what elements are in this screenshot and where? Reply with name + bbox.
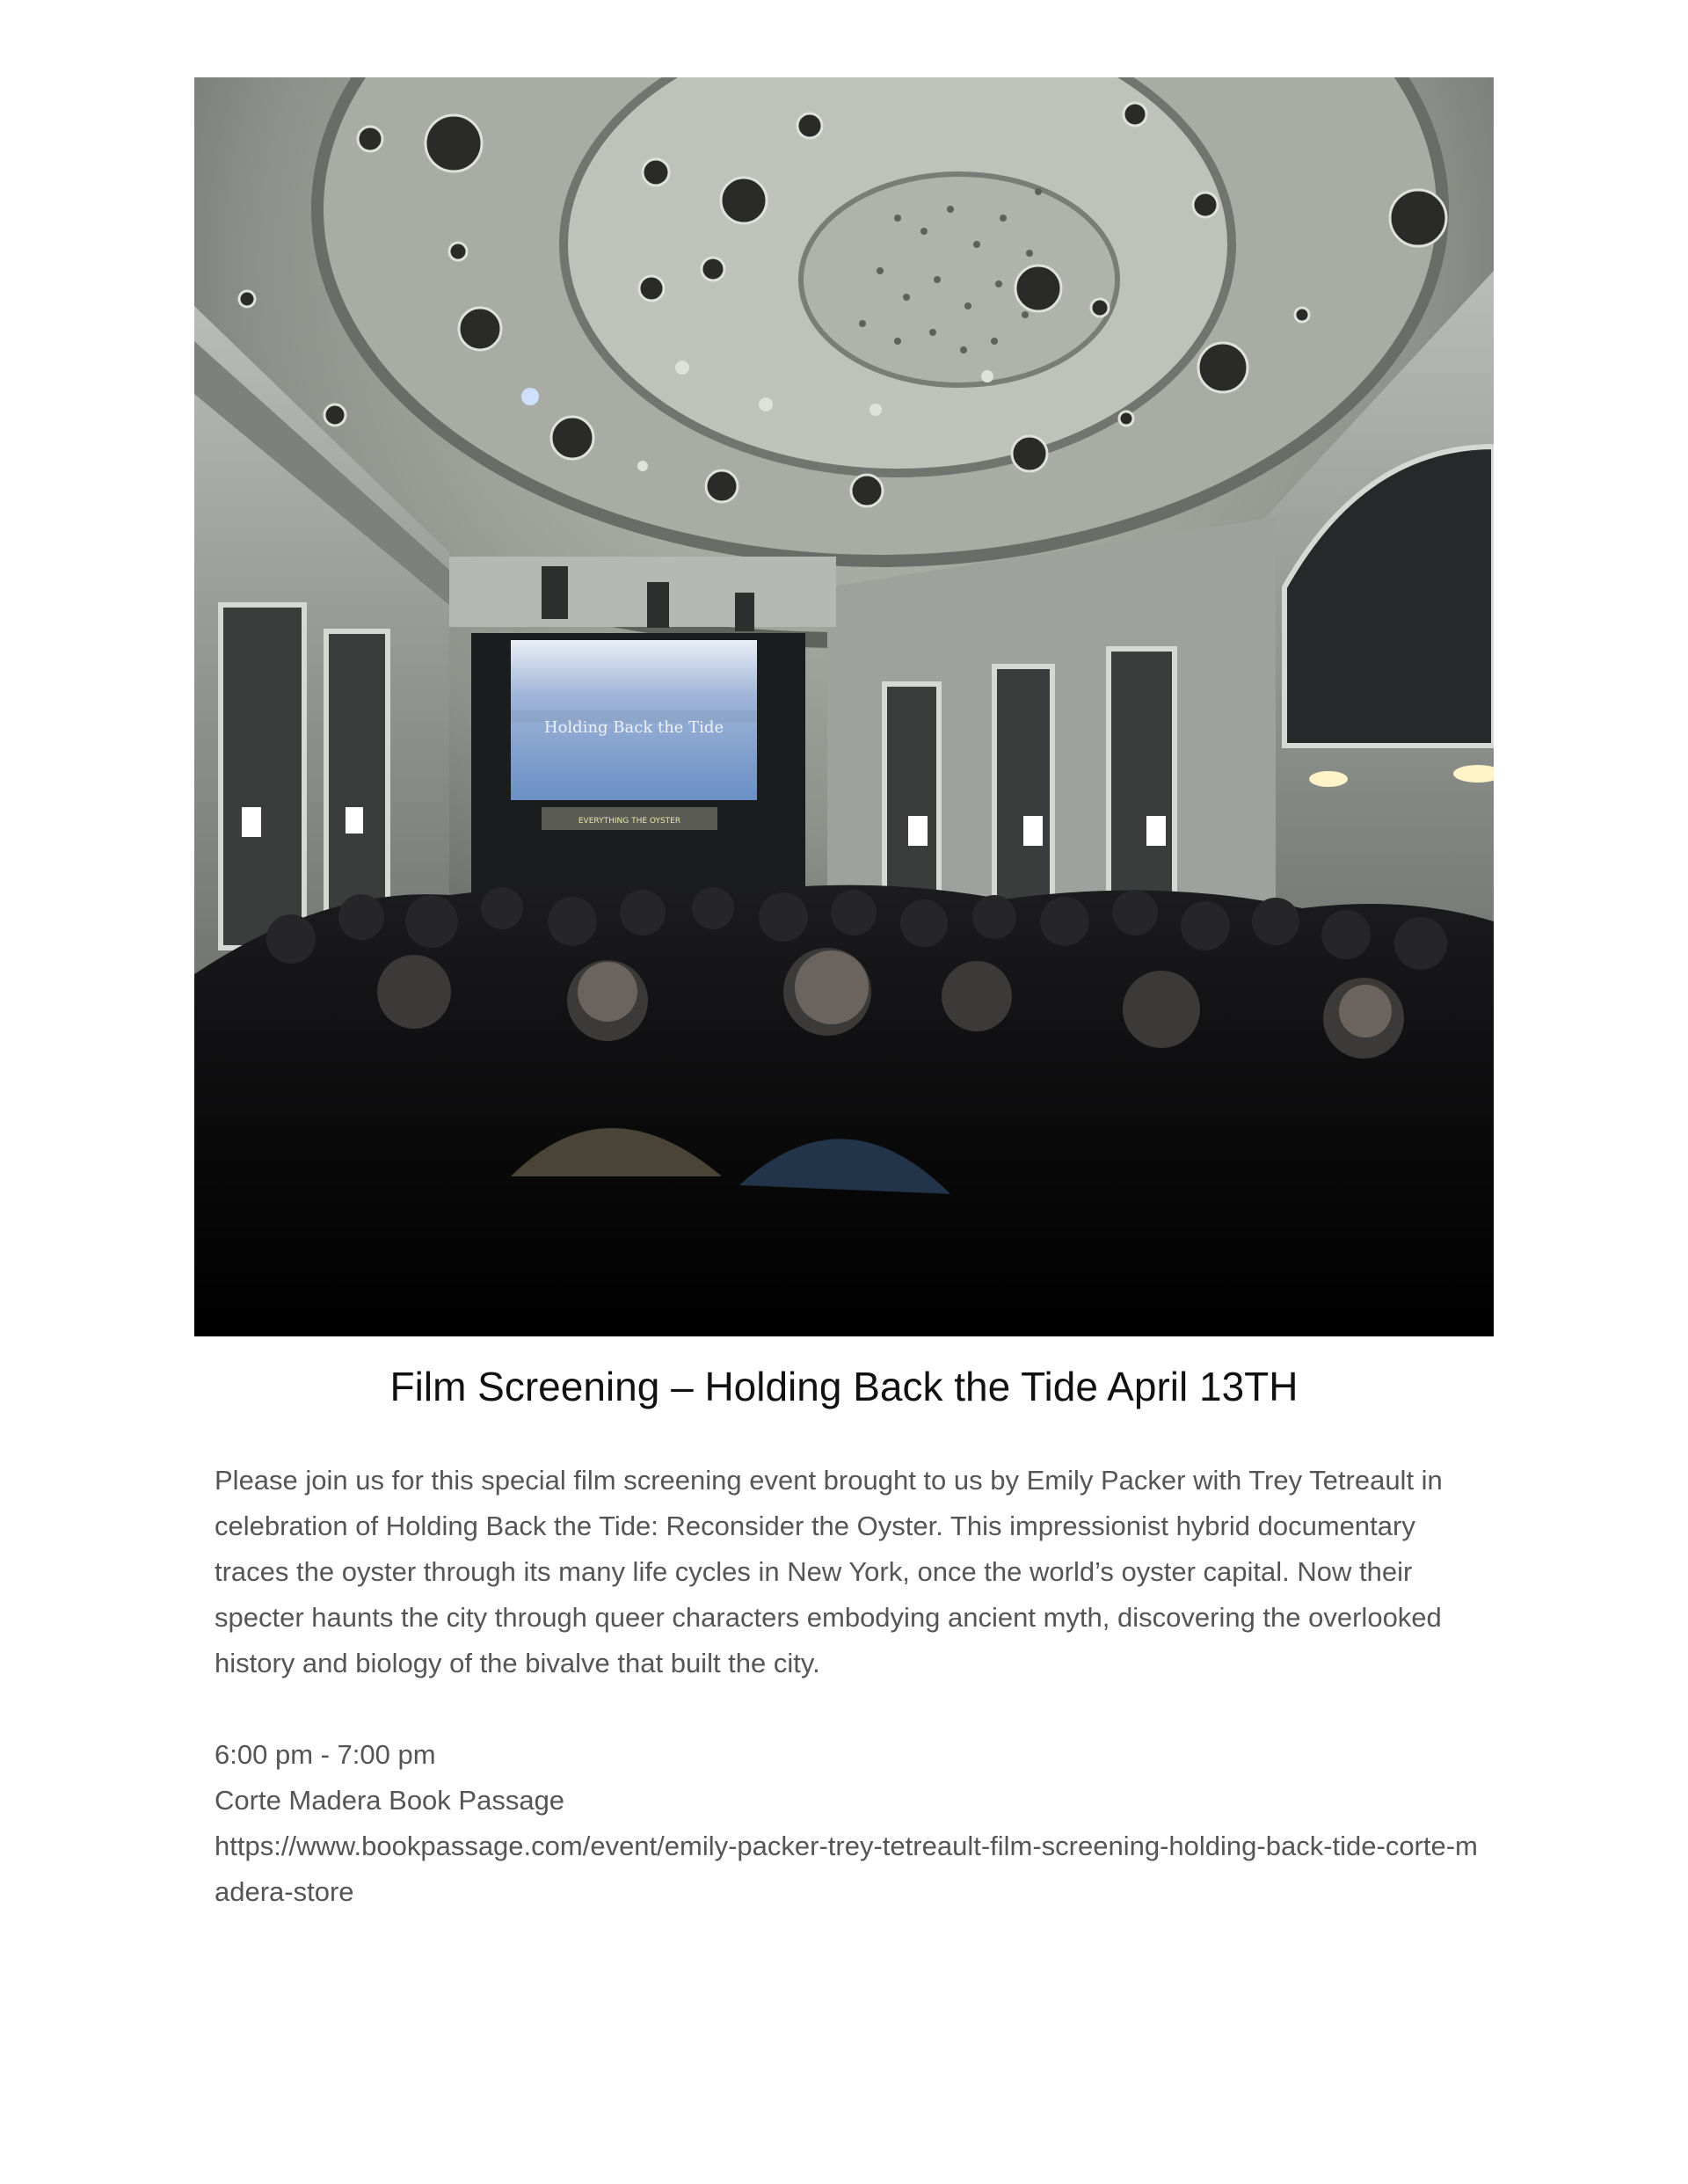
event-location: Corte Madera Book Passage (215, 1785, 565, 1816)
hero-image (194, 77, 1494, 1336)
event-time: 6:00 pm - 7:00 pm (215, 1739, 436, 1770)
screen-title-text: Holding Back the Tide (543, 718, 724, 737)
event-url-link[interactable]: https://www.bookpassage.com/event/emily-packer-trey-tetreault-film-screening-holding-back-tide-corte-madera-store (215, 1831, 1478, 1907)
event-description: Please join us for this special film screening event brought to us by Emily Packer with Trey Tetreault in celebration of Holding Back the Tide: Reconsider the Oyster. This impressionist hybrid documentary traces the oyster through its many life cycles in New York, once the world’s oyster capital. Now their specter haunts the city through queer characters embodying ancient myth, discovering the overlooked history and biology of the bivalve that built the city. (215, 1465, 1443, 1678)
marquee-text: EVERYTHING THE OYSTER (578, 817, 681, 826)
event-title: Film Screening – Holding Back the Tide April 13TH (389, 1364, 1299, 1409)
event-meta (215, 1732, 1481, 1915)
event-details (215, 1458, 1481, 1915)
